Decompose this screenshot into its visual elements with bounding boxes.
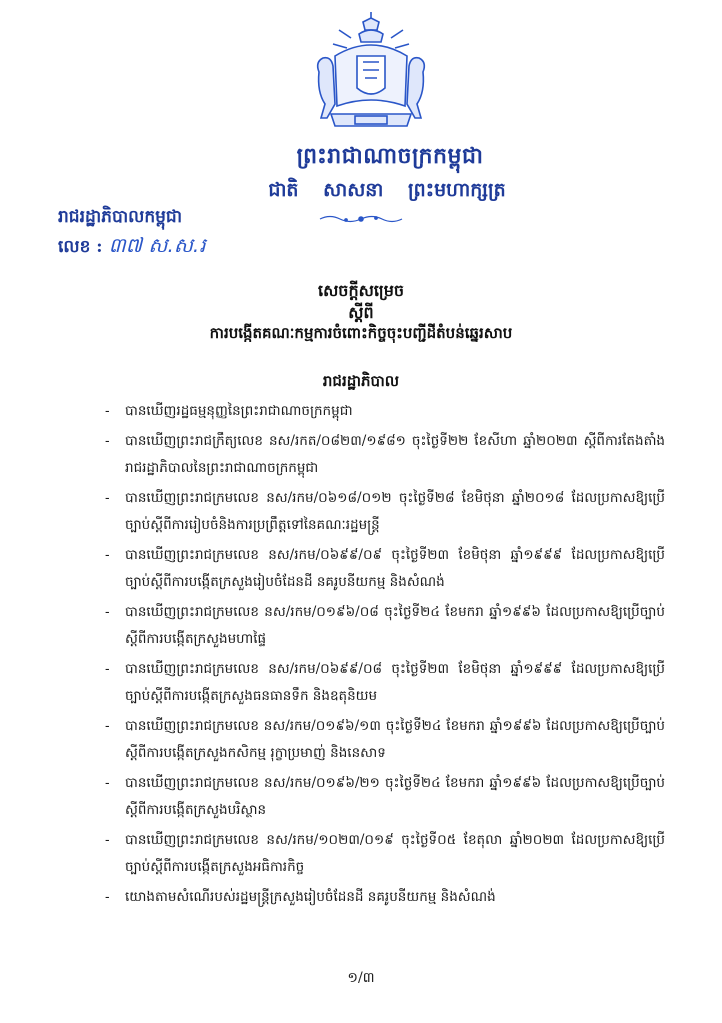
ornament-divider-icon [318, 212, 404, 226]
list-item: - បានឃើញព្រះរាជក្រមលេខ នស/រកម/០១៩៦/០៨ ចុះថ្ងៃទី២៤ ខែមករា ឆ្នាំ១៩៩៦ ដែលប្រកាសឱ្យប្រើច្បាប់ស្តីពីការបង្កើតក្រសួងមហាផ្ទៃ [105, 604, 665, 647]
number-label: លេខ : [58, 237, 103, 257]
list-item: - យោងតាមសំណើរបស់រដ្ឋមន្ត្រីក្រសួងរៀបចំដែនដី នគរូបនីយកម្ម និងសំណង់ [105, 889, 496, 905]
decision-heading: សេចក្តីសម្រេច [317, 281, 404, 300]
section-heading: រាជរដ្ឋាភិបាល [322, 372, 400, 390]
list-item: - បានឃើញព្រះរាជក្រមលេខ នស/រកម/០៦៩៩/០៨ ចុះថ្ងៃទី២៣ ខែមិថុនា ឆ្នាំ១៩៩៩ ដែលប្រកាសឱ្យប្រើច្បាប់ស្តីពីការបង្កើតក្រសួងធនធានទឹក និងឧតុនិយម [105, 661, 665, 704]
list-item: - បានឃើញព្រះរាជក្រមលេខ នស/រកម/០១៩៦/១៣ ចុះថ្ងៃទី២៤ ខែមករា ឆ្នាំ១៩៩៦ ដែលប្រកាសឱ្យប្រើច្បាប់ស្តីពីការបង្កើតក្រសួងកសិកម្ម រុក្ខាប្រមាញ់ និងនេសាទ [105, 718, 665, 761]
document-number [58, 232, 206, 262]
kingdom-title: ព្រះរាជាណាចក្រកម្ពុជា [296, 143, 484, 169]
list-item: - បានឃើញព្រះរាជក្រមលេខ នស/រកម/១០២៣/០១៩ ចុះថ្ងៃទី០៥ ខែតុលា ឆ្នាំ២០២៣ ដែលប្រកាសឱ្យប្រើច្បាប់ស្តីពីការបង្កើតក្រសួងអធិការកិច្ច [105, 832, 665, 875]
royal-emblem-icon [305, 8, 437, 140]
list-item: - បានឃើញព្រះរាជក្រមលេខ នស/រកម/០១៩៦/២១ ចុះថ្ងៃទី២៤ ខែមករា ឆ្នាំ១៩៩៦ ដែលប្រកាសឱ្យប្រើច្បាប់ស្តីពីការបង្កើតក្រសួងបរិស្ថាន [105, 775, 665, 818]
page-number: ១/៣ [347, 970, 375, 986]
issuer-name: រាជរដ្ឋាភិបាលកម្ពុជា [58, 207, 183, 227]
about-label: ស្តីពី [348, 303, 374, 322]
recitals-list [103, 398, 665, 914]
national-motto: ជាតិ សាសនា ព្រះមហាក្សត្រ [268, 179, 506, 201]
decision-subject: ការបង្កើតគណៈកម្មការចំពោះកិច្ចចុះបញ្ជីដីតំបន់ឆ្នេរសាប [209, 324, 513, 342]
list-item: - បានឃើញរដ្ឋធម្មនុញ្ញនៃព្រះរាជាណាចក្រកម្ពុជា [105, 403, 353, 419]
list-item: - បានឃើញព្រះរាជក្រមលេខ នស/រកម/០៦៩៩/០៩ ចុះថ្ងៃទី២៣ ខែមិថុនា ឆ្នាំ១៩៩៩ ដែលប្រកាសឱ្យប្រើច្បាប់ស្តីពីការបង្កើតក្រសួងរៀបចំដែនដី នគរូបនីយកម្ម និងសំណង់ [105, 547, 665, 590]
list-item: - បានឃើញព្រះរាជក្រឹត្យលេខ នស/រកត/០៨២៣/១៩៨១ ចុះថ្ងៃទី២២ ខែសីហា ឆ្នាំ២០២៣ ស្តីពីការតែងតាំងរាជរដ្ឋាភិបាលនៃព្រះរាជាណាចក្រកម្ពុជា [105, 433, 665, 476]
list-item: - បានឃើញព្រះរាជក្រមលេខ នស/រកម/០៦១៨/០១២ ចុះថ្ងៃទី២៨ ខែមិថុនា ឆ្នាំ២០១៨ ដែលប្រកាសឱ្យប្រើច្បាប់ស្តីពីការរៀបចំនិងការប្រព្រឹត្តទៅនៃគណៈរដ្ឋមន្ត្រី [105, 490, 665, 533]
handwritten-number: ៣៧ ស.ស.រ [108, 233, 206, 257]
